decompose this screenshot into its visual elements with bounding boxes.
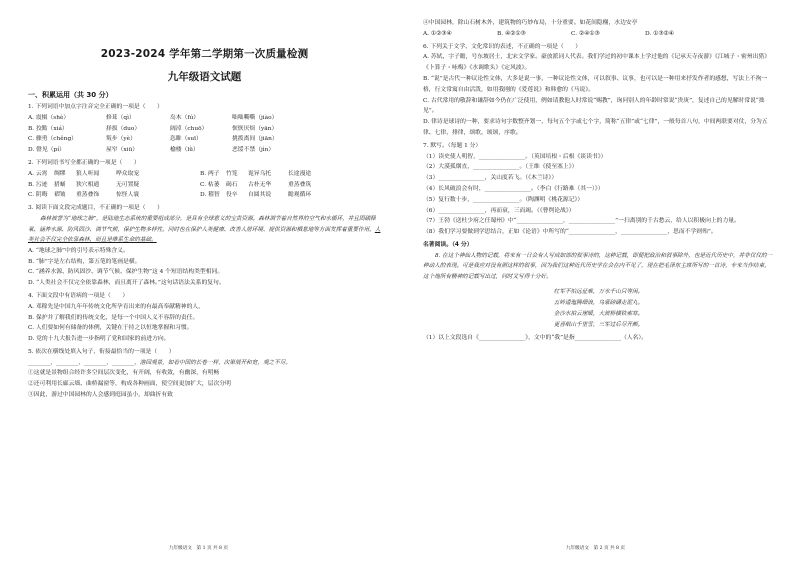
option-paragraph: A. 苏轼，字子瞻，号东坡居士，北宋文学家。豪放派词人代表。我们学过的初中课本上学过他的《记承天寺夜游》《江城子・密州出猎》《卜算子・咏梅》《水调歌头》《定风波》。 — [423, 54, 770, 72]
option-line: A. “地球之肺”中的引号表示特殊含义。 — [28, 247, 129, 254]
sentence-item: ④中国园林，除山石树木外，建筑物的巧妙布局，十分重要。如花间隐榭，水边安亭 — [423, 20, 638, 26]
option-cell: 瞻观循环 — [288, 192, 312, 199]
option-cell: B. 污迹 — [28, 181, 48, 188]
option-cell: D. 罄见（pí） — [28, 147, 65, 154]
option-cell: 重蒸叠饰 — [76, 192, 100, 199]
recitation-item: （3）________________，关山度若飞。（《木兰诗》） — [423, 175, 558, 182]
option-cell: 猎蛹 — [54, 181, 66, 188]
option-cell: C. 枯萎 — [200, 181, 220, 188]
option-cell: A. 云霄 — [28, 170, 48, 177]
option-cell: B. 两子 — [200, 170, 220, 177]
passage-underlined: 人类社会不仅完全依靠森林，而且是维系生命的基础。 — [28, 226, 381, 244]
option-line: A. 邓稼先是中国九年年传统文化所孕育出来的有最高奉献精神的人， — [28, 303, 204, 310]
recitation-item: （4）长风破浪会有时，________________。（李白《行路难（其一）》） — [423, 185, 604, 192]
exam-title: 2023-2024 学年第二学期第一次质量检测 — [100, 48, 309, 60]
sentence-item: ③因此，游过中国园林的人会感到庭园虽小，却曲折有致 — [28, 391, 173, 398]
question-3: 3. 阅读下面文段完成题目，不正确的一项是（ ） — [28, 205, 163, 212]
option-cell: C. ②④①③ — [571, 30, 600, 37]
option-cell: 碣石 — [226, 181, 238, 188]
option-row — [28, 113, 381, 124]
option-cell: 竹笼 — [226, 170, 238, 177]
option-cell: 重蒸叠筑 — [288, 181, 312, 188]
option-cell: 挑拨离间（jiān） — [232, 136, 278, 143]
page-footer: 九年级语文 第 2 页 共 8 页 — [565, 546, 626, 551]
option-cell: 狭穴相通 — [76, 181, 100, 188]
option-cell: 长途漫途 — [288, 170, 312, 177]
poem-line: 更喜岷山千里雪，三军过后尽开颜。 — [553, 321, 644, 328]
right-page — [397, 0, 794, 561]
exam-subtitle: 九年级语文试题 — [167, 71, 242, 83]
option-cell: D. ①③②④ — [645, 30, 674, 37]
option-cell: 恣睢（suī） — [170, 136, 202, 143]
poem-line: 金沙水拍云崖暖，大渡桥横铁索寒。 — [553, 310, 644, 317]
poem-line: 红军不怕远征难，万水千山只等闲。 — [553, 288, 644, 295]
option-cell: C. 骤勇（chěng） — [28, 136, 77, 143]
question-2: 2. 下列词语书写全都正确的一项是（ ） — [28, 159, 140, 166]
option-row — [28, 124, 381, 135]
recitation-item: （1）读史使人明智，________________。（英国培根・后根《谈读书》） — [423, 153, 607, 160]
fill-blank-prompt: ________，________，________，________，游园观景，如看中国的长卷一样，次第展开和宽，观之不尽。 — [28, 359, 291, 366]
passage-text: 森林被誉为“地球之肺”，是陆地生态系统的重要组成部分，是具有全球意义的宝贵资源。森林调节着自然界的空气和水循环，并且固碳释氧、涵养水源、防风固沙、调节气候，保护生物多样性。同时也在保护人类健康、改善人居环境、提供资源和栖息地等方面发挥着重要作用。 — [28, 215, 376, 233]
recitation-item: （6）________________，再而衰，三而竭。（《曹刿论战》） — [423, 207, 575, 214]
option-cell: B. ④②①③ — [497, 30, 526, 37]
option-cell: 无可置疑 — [116, 181, 140, 188]
option-cell: D. 稽智 — [200, 192, 220, 199]
poem-line: 五岭逶迤腾细浪，乌蒙磅礴走泥丸。 — [553, 299, 644, 306]
option-row — [28, 190, 381, 201]
reading-passage: 8. 在这个神仙人物的记载，将来有一日会有人写成如部的叙事诗的，这种记载，即便把政治和叙事除外，也是近代历史中，并非仅仅的一种动人的表现。可是我应对没有照这样的叙事，因为我们这种近代历史学在会在内不见了，现在把毛泽东主席所写的一首诗，专来当作结束，这个地所有精神的记载写出过，同时又写得十分好。 — [423, 252, 773, 280]
question-5: 5. 依次在横线处填入句子，衔接最恰当的一项是（ ） — [28, 348, 175, 355]
option-cell: 阔淖（chuō） — [170, 125, 208, 132]
option-cell: 哗众取宠 — [116, 170, 140, 177]
section-heading: 名著阅读。（4 分） — [423, 241, 473, 248]
option-line: B. 保护并了解我们的传统文化，是每一个中国人义不容辞的责任。 — [28, 314, 199, 321]
option-line: C. “涵养水源、防风固沙、调节气候、保护生物”这 4 个短语结构类型相同。 — [28, 269, 224, 276]
question-8-1: （1）以上文段选自《________________》，文中的“我”是指________________（人名）。 — [423, 334, 648, 341]
recitation-item: （7）王勃《送杜少府之任蜀州》中“________________，________________”一扫离别的千古愁云，给人以积极向上的力量。 — [423, 218, 740, 225]
section-heading: 一、积累运用（共 30 分） — [28, 91, 113, 99]
option-cell: 恶馁不禁（jìn） — [232, 147, 275, 154]
option-cell: 叛步（yè） — [106, 136, 136, 143]
sentence-item: ①这就是景物组合经许多空间层次变化，有开阔，有收敛，有幽深，有明畅 — [28, 370, 220, 377]
option-cell: 古朴无华 — [248, 181, 272, 188]
option-cell: 绸缪 — [54, 170, 66, 177]
option-row — [28, 180, 381, 191]
option-cell: 役卒 — [226, 192, 238, 199]
option-paragraph: C. 古代常用的敬辞和谦辞如今仍在广泛使用，例如请教他人时常说“赐教”，询问别人的年龄时常说“贵庚”，复述自己的见解时常说“拙见”。 — [423, 97, 765, 115]
option-row — [28, 134, 381, 145]
option-cell: 屋窄（xiū） — [106, 147, 139, 154]
q1-options — [28, 113, 381, 156]
option-paragraph: B. “说”是古代一种议论性文体，大多是说一事，一种议论性文体，可以叙事、议事，也可以是一种用来抒发作者的感想，写法上不拘一格，行文常寓自由活泼，如用我刚的《爱莲说》和韩愈的《马说》。 — [423, 75, 768, 93]
sentence-item: ②还可利用长廊云墙、曲桥漏窗等，构成各种画面，使空间更加扩大，层次分明 — [28, 381, 231, 388]
option-cell: 恹恹厌烦（yān） — [232, 125, 278, 132]
option-row — [423, 29, 774, 40]
recitation-item: （2）大漠孤烟直，________________。（王维《使至塞上》） — [423, 164, 578, 171]
option-cell: 榆楼（lǜ） — [170, 147, 199, 154]
page-footer: 九年级语文 第 1 页 共 8 页 — [168, 546, 229, 551]
question-6: 6. 下列关于文学、文化常识的表述，不正确的一项是（ ） — [423, 43, 582, 50]
poem — [423, 287, 774, 331]
option-line: C. 人们要如何有储备的体例，关键在于持之以恒地掌握和习惯。 — [28, 325, 193, 332]
option-cell: 岛木（fú） — [170, 114, 200, 121]
option-cell: 褶皱 — [54, 192, 66, 199]
option-cell: C. 阴晦 — [28, 192, 48, 199]
option-line: D. “人类社会不仅完全依靠森林，而且离开了森林。”这句话语法关系的复句。 — [28, 280, 225, 287]
question-4: 4. 下面文段中有语病的一项是（ ） — [28, 292, 129, 299]
option-row — [28, 145, 381, 156]
option-cell: 自圆其说 — [248, 192, 272, 199]
option-row — [28, 169, 381, 180]
option-cell: 诡异乌托 — [248, 170, 272, 177]
option-cell: 咄咄嘶嘶（jiào） — [232, 114, 278, 121]
reading-passage — [28, 214, 381, 246]
option-cell: 修葺（qì） — [106, 114, 135, 121]
option-paragraph: D. 律诗是球诗的一种，要求诗句字数整齐划一，每句五个字或七个字，简称“五律”或“七律”，一般每首八句，中间两联要对仗，分为五律、七律，排律，颂歌，颂颂，序歌。 — [423, 119, 768, 136]
option-cell: 择拔（duo） — [106, 125, 141, 132]
question-7: 7. 默写。（每题 1 分） — [423, 142, 482, 149]
option-cell: 惊怪人寰 — [116, 192, 140, 199]
option-cell: A. ①②③④ — [423, 30, 452, 37]
option-line: D. 党的十九大报告进一步指明了党和国家的前进方向。 — [28, 336, 170, 343]
recitation-item: （5）复行数十步，________________。（陶渊明《桃花源记》） — [423, 196, 584, 203]
option-cell: A. 震慑（shè） — [28, 114, 70, 121]
question-1: 1. 下列词语中加点字注音完全正确的一项是（ ） — [28, 104, 163, 110]
option-cell: B. 狡黠（xiá） — [28, 125, 68, 132]
option-cell: 狼人听闻 — [76, 170, 100, 177]
recitation-item: （8）我们学习要做到学思结合，正如《论语》中所写的“________________，________________，思而不学则殆”。 — [423, 229, 717, 236]
option-line: B. “肺”字是左右结构，第五笔的笔画是横。 — [28, 258, 141, 265]
